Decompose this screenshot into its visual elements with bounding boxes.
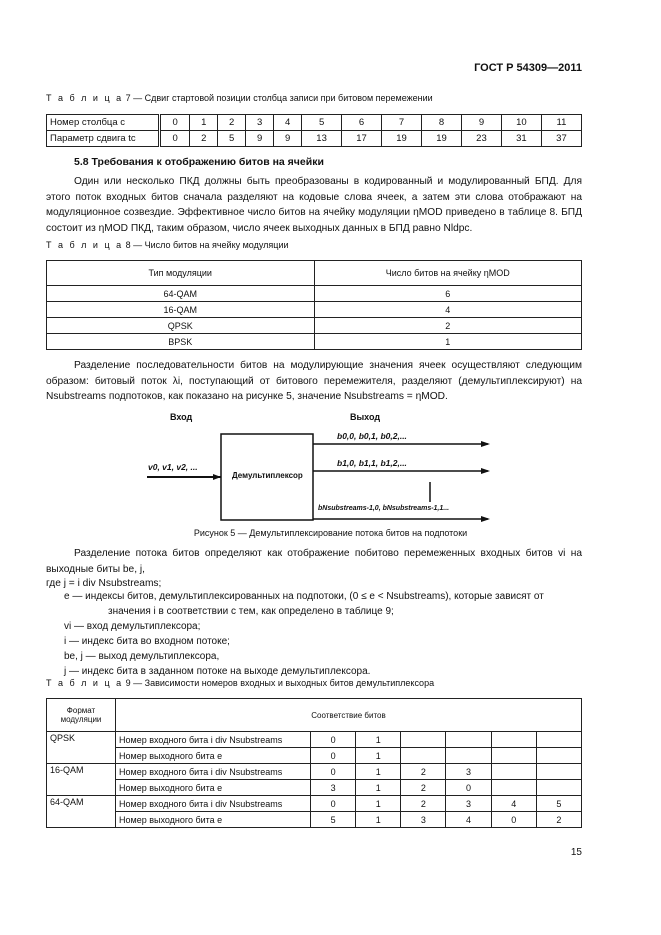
table-cell: 23 [461, 131, 501, 147]
table-cell: 2 [401, 780, 446, 796]
table-cell: 6 [314, 286, 582, 302]
table-cell: 5 [311, 812, 356, 828]
table-cell [491, 748, 536, 764]
table-cell: 9 [274, 131, 302, 147]
table-cell [446, 748, 491, 764]
table-cell: 1 [314, 334, 582, 350]
table-cell: 1 [356, 748, 401, 764]
caption-word: Т а б л и ц а [46, 240, 124, 250]
table-cell: QPSK [47, 318, 315, 334]
definition-item: j — индекс бита в заданном потоке на выходе демультиплексора. [64, 666, 371, 677]
table-cell: 31 [501, 131, 541, 147]
caption-text: 7 — Сдвиг стартовой позиции столбца записи при битовом перемежении [125, 93, 433, 103]
table-cell: 2 [314, 318, 582, 334]
row-label: Номер столбца c [47, 115, 160, 131]
table-8 [46, 260, 582, 350]
table8-caption [46, 240, 289, 250]
table-cell: 37 [541, 131, 581, 147]
table-cell: 3 [446, 764, 491, 780]
table-row [47, 796, 582, 812]
table-cell: 0 [446, 780, 491, 796]
table-row [47, 748, 582, 764]
table-cell [491, 764, 536, 780]
table-row [47, 732, 582, 748]
input-label: Вход [170, 412, 193, 422]
table-cell: 9 [246, 131, 274, 147]
definition-item: e — индексы битов, демультиплексированных на подпотоки, (0 ≤ e < Nsubstreams), которые зависят от [64, 591, 544, 602]
table-row [47, 334, 582, 350]
table7-caption [46, 93, 433, 103]
table-row [47, 286, 582, 302]
table-cell: 8 [422, 115, 462, 131]
table-cell: 5 [302, 115, 342, 131]
input-sequence: v0, v1, v2, ... [148, 462, 198, 472]
column-header: Соответствие битов [116, 699, 582, 732]
table-cell [446, 732, 491, 748]
output-stream-n: bNsubstreams-1,0, bNsubstreams-1,1... [318, 505, 450, 512]
row-label: Номер входного бита i div Nsubstreams [116, 764, 311, 780]
table-cell [401, 748, 446, 764]
table-cell: 17 [342, 131, 382, 147]
table-cell [491, 732, 536, 748]
definition-item: значения i в соответствии с тем, как определено в таблице 9; [108, 606, 394, 617]
caption-text: 9 — Зависимости номеров входных и выходных битов демультиплексора [125, 678, 435, 688]
column-header: Число битов на ячейку ηMOD [314, 261, 582, 286]
table-row [47, 780, 582, 796]
table-row [47, 812, 582, 828]
definition-item: be, j — выход демультиплексора, [64, 651, 220, 662]
table-cell: 3 [311, 780, 356, 796]
format-cell: 64-QAM [47, 796, 116, 828]
format-cell: 16-QAM [47, 764, 116, 796]
definition-item: vi — вход демультиплексора; [64, 621, 201, 632]
row-label: Номер выходного бита e [116, 812, 311, 828]
table-row [47, 764, 582, 780]
table-cell: 5 [218, 131, 246, 147]
output-label: Выход [350, 412, 381, 422]
table-cell: 4 [274, 115, 302, 131]
header-row [47, 699, 582, 732]
table-row [47, 302, 582, 318]
table-cell: 1 [356, 764, 401, 780]
table-cell [491, 780, 536, 796]
table-9 [46, 698, 582, 828]
table-cell: 2 [190, 131, 218, 147]
table-cell [401, 732, 446, 748]
column-header: Тип модуляции [47, 261, 315, 286]
table-cell [536, 732, 581, 748]
table-row [47, 115, 582, 131]
table-cell: 1 [356, 732, 401, 748]
table-cell [536, 748, 581, 764]
table-cell: 10 [501, 115, 541, 131]
table-cell: 2 [536, 812, 581, 828]
table-cell: 19 [382, 131, 422, 147]
figure-caption: Рисунок 5 — Демультиплексирование потока битов на подпотоки [193, 528, 468, 538]
table-cell: 9 [461, 115, 501, 131]
table-cell: 16-QAM [47, 302, 315, 318]
section-title: 5.8 Требования к отображению битов на ячейки [74, 156, 324, 168]
definition-item: i — индекс бита во входном потоке; [64, 636, 230, 647]
table-cell: 3 [446, 796, 491, 812]
table-cell: 11 [541, 115, 581, 131]
table-cell: 0 [311, 732, 356, 748]
table-cell [536, 764, 581, 780]
table9-caption [46, 678, 434, 688]
paragraph-2: Разделение последовательности битов на модулирующие значения ячеек осуществляют следующим образом: битовый поток λi, поступающий от битового перемежителя, разделяют (демультиплексируют) на Nsubstreams подпотоков, как показано на рисунке 5, значение Nsubstreams = ηMOD. [46, 360, 582, 402]
row-label: Номер выходного бита e [116, 748, 311, 764]
table-cell: 7 [382, 115, 422, 131]
table-cell: 0 [311, 748, 356, 764]
table-cell [536, 780, 581, 796]
table-cell: 1 [356, 780, 401, 796]
table-row [47, 318, 582, 334]
table-row [47, 131, 582, 147]
table-cell: 1 [356, 812, 401, 828]
table-cell: 13 [302, 131, 342, 147]
row-label: Номер входного бита i div Nsubstreams [116, 796, 311, 812]
where-clause: где j = i div Nsubstreams; [46, 578, 162, 589]
table-cell: 3 [401, 812, 446, 828]
table-cell: 4 [446, 812, 491, 828]
caption-word: Т а б л и ц а [46, 678, 124, 688]
table-cell: 5 [536, 796, 581, 812]
paragraph-1: Один или несколько ПКД должны быть преобразованы в кодированный и модулированный БПД. Для этого поток входных битов сначала разделяют на кодовые слова ячеек, а затем эти слова отображают на модуляционное созвездие. Эффективное число битов на ячейку модуляции ηMOD приведено в таблице 8. БПД состоит из ηMOD ПКД, таким образом, число ячеек выходных данных в БПД равно Nldpc. [46, 176, 582, 234]
table-cell: 19 [422, 131, 462, 147]
table-cell: 3 [246, 115, 274, 131]
output-stream-2: b1,0, b1,1, b1,2,... [337, 458, 407, 468]
table-cell: 2 [401, 796, 446, 812]
caption-text: 8 — Число битов на ячейку модуляции [125, 240, 289, 250]
table-cell: 0 [311, 796, 356, 812]
table-cell: 1 [356, 796, 401, 812]
table-cell: 6 [342, 115, 382, 131]
format-cell: QPSK [47, 732, 116, 764]
block-label: Демультиплексор [232, 471, 303, 480]
table-cell: 4 [491, 796, 536, 812]
table-7 [46, 114, 582, 147]
table-cell: 0 [491, 812, 536, 828]
caption-word: Т а б л и ц а [46, 93, 124, 103]
figure-5 [140, 410, 500, 522]
definitions-list [46, 589, 586, 679]
table-cell: 0 [160, 131, 190, 147]
row-label: Номер входного бита i div Nsubstreams [116, 732, 311, 748]
header-row [47, 261, 582, 286]
table-cell: BPSK [47, 334, 315, 350]
table-cell: 2 [218, 115, 246, 131]
table-cell: 4 [314, 302, 582, 318]
row-label: Параметр сдвига tc [47, 131, 160, 147]
row-label: Номер выходного бита e [116, 780, 311, 796]
table-cell: 0 [311, 764, 356, 780]
document-id: ГОСТ Р 54309—2011 [474, 62, 582, 74]
column-header: Формат модуляции [47, 699, 116, 732]
table-cell: 2 [401, 764, 446, 780]
paragraph-3: Разделение потока битов определяют как отображение побитово перемеженных входных битов vi на выходные биты be, j, [46, 548, 582, 575]
table-cell: 0 [160, 115, 190, 131]
table-cell: 64-QAM [47, 286, 315, 302]
output-stream-1: b0,0, b0,1, b0,2,... [337, 431, 407, 441]
table-cell: 1 [190, 115, 218, 131]
page-number: 15 [570, 847, 582, 858]
